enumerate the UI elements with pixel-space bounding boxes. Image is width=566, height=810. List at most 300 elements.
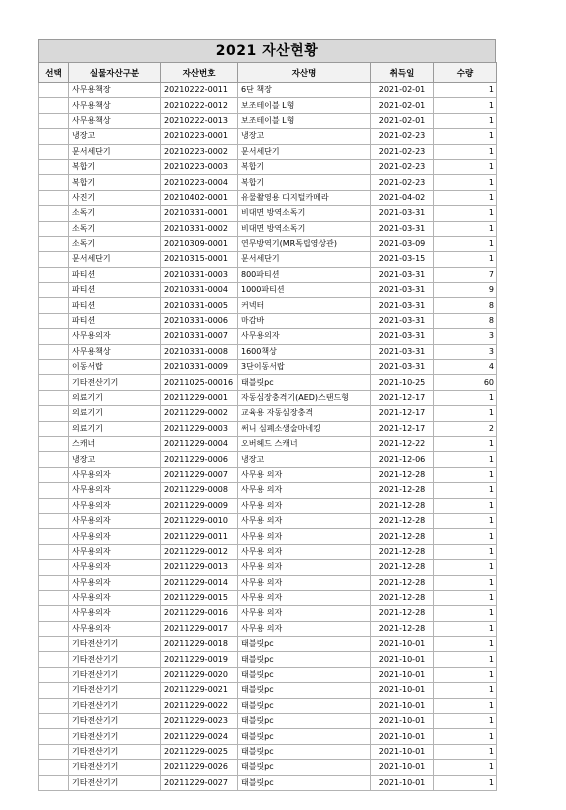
- header-category: 실물자산구분: [69, 63, 161, 83]
- select-cell[interactable]: [39, 483, 69, 498]
- asset-table: [38, 62, 497, 791]
- quantity-cell: 1: [434, 590, 497, 605]
- asset-number-cell: 20211229-0013: [161, 560, 238, 575]
- quantity-cell: 1: [434, 698, 497, 713]
- asset-name-cell: 복합기: [238, 175, 371, 190]
- category-cell: 스캐너: [69, 436, 161, 451]
- category-cell: 사무용책상: [69, 98, 161, 113]
- quantity-cell: 1: [434, 575, 497, 590]
- category-cell: 문서세단기: [69, 144, 161, 159]
- acquired-date-cell: 2021-02-01: [371, 83, 434, 98]
- asset-number-cell: 20211229-0011: [161, 529, 238, 544]
- select-cell[interactable]: [39, 421, 69, 436]
- select-cell[interactable]: [39, 760, 69, 775]
- asset-name-cell: 태블릿pc: [238, 698, 371, 713]
- table-row[interactable]: [39, 206, 497, 221]
- quantity-cell: 1: [434, 175, 497, 190]
- table-row[interactable]: [39, 483, 497, 498]
- asset-name-cell: 복합기: [238, 159, 371, 174]
- asset-number-cell: 20211229-0006: [161, 452, 238, 467]
- category-cell: 사무용의자: [69, 498, 161, 513]
- select-cell[interactable]: [39, 544, 69, 559]
- table-row[interactable]: [39, 221, 497, 236]
- asset-name-cell: 오버헤드 스캐너: [238, 436, 371, 451]
- select-cell[interactable]: [39, 113, 69, 128]
- asset-number-cell: 20210223-0003: [161, 159, 238, 174]
- asset-name-cell: 태블릿pc: [238, 729, 371, 744]
- asset-number-cell: 20211025-00016: [161, 375, 238, 390]
- asset-name-cell: 3단이동서랍: [238, 360, 371, 375]
- table-row[interactable]: [39, 360, 497, 375]
- acquired-date-cell: 2021-12-28: [371, 606, 434, 621]
- table-row[interactable]: [39, 606, 497, 621]
- select-cell[interactable]: [39, 390, 69, 405]
- acquired-date-cell: 2021-02-23: [371, 159, 434, 174]
- table-row[interactable]: [39, 190, 497, 205]
- asset-name-cell: 보조테이블 L형: [238, 113, 371, 128]
- asset-number-cell: 20211229-0001: [161, 390, 238, 405]
- acquired-date-cell: 2021-02-23: [371, 129, 434, 144]
- asset-number-cell: 20211229-0024: [161, 729, 238, 744]
- asset-number-cell: 20211229-0015: [161, 590, 238, 605]
- acquired-date-cell: 2021-12-28: [371, 575, 434, 590]
- category-cell: 사무용책상: [69, 113, 161, 128]
- quantity-cell: 1: [434, 129, 497, 144]
- header-quantity: 수량: [434, 63, 497, 83]
- category-cell: 냉장고: [69, 452, 161, 467]
- asset-name-cell: 사무용 의자: [238, 544, 371, 559]
- quantity-cell: 1: [434, 775, 497, 790]
- table-row[interactable]: [39, 144, 497, 159]
- select-cell[interactable]: [39, 652, 69, 667]
- quantity-cell: 1: [434, 529, 497, 544]
- quantity-cell: 1: [434, 390, 497, 405]
- quantity-cell: 1: [434, 252, 497, 267]
- acquired-date-cell: 2021-10-01: [371, 729, 434, 744]
- category-cell: 소독기: [69, 236, 161, 251]
- select-cell[interactable]: [39, 467, 69, 482]
- select-cell[interactable]: [39, 298, 69, 313]
- asset-number-cell: 20211229-0019: [161, 652, 238, 667]
- acquired-date-cell: 2021-03-31: [371, 360, 434, 375]
- acquired-date-cell: 2021-10-01: [371, 683, 434, 698]
- category-cell: 사무용의자: [69, 621, 161, 636]
- category-cell: 기타전산기기: [69, 375, 161, 390]
- table-row[interactable]: [39, 452, 497, 467]
- asset-number-cell: 20211229-0007: [161, 467, 238, 482]
- table-row[interactable]: [39, 760, 497, 775]
- acquired-date-cell: 2021-04-02: [371, 190, 434, 205]
- table-row[interactable]: [39, 513, 497, 528]
- category-cell: 기타전산기기: [69, 775, 161, 790]
- acquired-date-cell: 2021-03-31: [371, 267, 434, 282]
- acquired-date-cell: 2021-03-31: [371, 221, 434, 236]
- category-cell: 사무용의자: [69, 483, 161, 498]
- quantity-cell: 8: [434, 313, 497, 328]
- header-asset-number: 자산번호: [161, 63, 238, 83]
- table-row[interactable]: [39, 560, 497, 575]
- category-cell: 문서세단기: [69, 252, 161, 267]
- quantity-cell: 1: [434, 221, 497, 236]
- asset-name-cell: 보조테이블 L형: [238, 98, 371, 113]
- asset-number-cell: 20210222-0013: [161, 113, 238, 128]
- acquired-date-cell: 2021-12-06: [371, 452, 434, 467]
- table-row[interactable]: [39, 298, 497, 313]
- acquired-date-cell: 2021-03-31: [371, 329, 434, 344]
- quantity-cell: 1: [434, 498, 497, 513]
- table-row[interactable]: [39, 98, 497, 113]
- category-cell: 냉장고: [69, 129, 161, 144]
- quantity-cell: 1: [434, 544, 497, 559]
- asset-name-cell: 태블릿pc: [238, 637, 371, 652]
- asset-number-cell: 20210331-0005: [161, 298, 238, 313]
- asset-number-cell: 20211229-0016: [161, 606, 238, 621]
- table-row[interactable]: [39, 421, 497, 436]
- select-cell[interactable]: [39, 267, 69, 282]
- quantity-cell: 1: [434, 729, 497, 744]
- quantity-cell: 60: [434, 375, 497, 390]
- asset-sheet: [38, 39, 496, 791]
- table-row[interactable]: [39, 683, 497, 698]
- asset-name-cell: 유물촬영용 디지털카메라: [238, 190, 371, 205]
- quantity-cell: 1: [434, 652, 497, 667]
- select-cell[interactable]: [39, 775, 69, 790]
- select-cell[interactable]: [39, 637, 69, 652]
- table-row[interactable]: [39, 529, 497, 544]
- select-cell[interactable]: [39, 144, 69, 159]
- quantity-cell: 9: [434, 283, 497, 298]
- quantity-cell: 1: [434, 760, 497, 775]
- acquired-date-cell: 2021-12-28: [371, 513, 434, 528]
- asset-number-cell: 20211229-0014: [161, 575, 238, 590]
- category-cell: 기타전산기기: [69, 744, 161, 759]
- quantity-cell: 1: [434, 436, 497, 451]
- asset-name-cell: 사무용 의자: [238, 575, 371, 590]
- acquired-date-cell: 2021-10-01: [371, 637, 434, 652]
- quantity-cell: 1: [434, 406, 497, 421]
- category-cell: 파티션: [69, 283, 161, 298]
- select-cell[interactable]: [39, 175, 69, 190]
- acquired-date-cell: 2021-10-01: [371, 744, 434, 759]
- category-cell: 복합기: [69, 159, 161, 174]
- table-row[interactable]: [39, 313, 497, 328]
- quantity-cell: 1: [434, 190, 497, 205]
- acquired-date-cell: 2021-10-01: [371, 714, 434, 729]
- select-cell[interactable]: [39, 436, 69, 451]
- asset-number-cell: 20210222-0011: [161, 83, 238, 98]
- select-cell[interactable]: [39, 560, 69, 575]
- asset-name-cell: 연무방역기(MR독립영상관): [238, 236, 371, 251]
- asset-name-cell: 교육용 자동심장충격: [238, 406, 371, 421]
- asset-name-cell: 태블릿pc: [238, 744, 371, 759]
- asset-name-cell: 비대면 방역소독기: [238, 221, 371, 236]
- category-cell: 사무용책장: [69, 83, 161, 98]
- quantity-cell: 1: [434, 683, 497, 698]
- header-acquired-date: 취득일: [371, 63, 434, 83]
- acquired-date-cell: 2021-03-15: [371, 252, 434, 267]
- table-row[interactable]: [39, 652, 497, 667]
- asset-number-cell: 20210331-0006: [161, 313, 238, 328]
- select-cell[interactable]: [39, 83, 69, 98]
- select-cell[interactable]: [39, 729, 69, 744]
- asset-number-cell: 20210402-0001: [161, 190, 238, 205]
- select-cell[interactable]: [39, 590, 69, 605]
- asset-name-cell: 사무용 의자: [238, 513, 371, 528]
- asset-number-cell: 20211229-0020: [161, 667, 238, 682]
- quantity-cell: 1: [434, 621, 497, 636]
- table-row[interactable]: [39, 467, 497, 482]
- table-row[interactable]: [39, 283, 497, 298]
- table-row[interactable]: [39, 175, 497, 190]
- table-row[interactable]: [39, 698, 497, 713]
- select-cell[interactable]: [39, 452, 69, 467]
- table-row[interactable]: [39, 667, 497, 682]
- asset-number-cell: 20211229-0008: [161, 483, 238, 498]
- asset-name-cell: 태블릿pc: [238, 652, 371, 667]
- quantity-cell: 1: [434, 113, 497, 128]
- table-row[interactable]: [39, 344, 497, 359]
- quantity-cell: 1: [434, 637, 497, 652]
- asset-name-cell: 사무용 의자: [238, 606, 371, 621]
- table-row[interactable]: [39, 236, 497, 251]
- asset-number-cell: 20211229-0002: [161, 406, 238, 421]
- asset-number-cell: 20210331-0007: [161, 329, 238, 344]
- asset-number-cell: 20210309-0001: [161, 236, 238, 251]
- asset-number-cell: 20210331-0003: [161, 267, 238, 282]
- asset-number-cell: 20211229-0009: [161, 498, 238, 513]
- select-cell[interactable]: [39, 667, 69, 682]
- table-row[interactable]: [39, 775, 497, 790]
- table-row[interactable]: [39, 744, 497, 759]
- asset-name-cell: 마감바: [238, 313, 371, 328]
- acquired-date-cell: 2021-12-17: [371, 406, 434, 421]
- acquired-date-cell: 2021-02-01: [371, 113, 434, 128]
- acquired-date-cell: 2021-10-01: [371, 652, 434, 667]
- asset-name-cell: 6단 책장: [238, 83, 371, 98]
- category-cell: 사무용의자: [69, 513, 161, 528]
- asset-number-cell: 20210223-0004: [161, 175, 238, 190]
- category-cell: 사무용의자: [69, 575, 161, 590]
- asset-name-cell: 문서세단기: [238, 252, 371, 267]
- asset-name-cell: 사무용 의자: [238, 498, 371, 513]
- select-cell[interactable]: [39, 683, 69, 698]
- asset-name-cell: 사무용 의자: [238, 483, 371, 498]
- asset-name-cell: 사무용 의자: [238, 621, 371, 636]
- select-cell[interactable]: [39, 221, 69, 236]
- acquired-date-cell: 2021-10-01: [371, 775, 434, 790]
- header-asset-name: 자산명: [238, 63, 371, 83]
- asset-name-cell: 1000파티션: [238, 283, 371, 298]
- acquired-date-cell: 2021-03-31: [371, 298, 434, 313]
- quantity-cell: 1: [434, 513, 497, 528]
- category-cell: 기타전산기기: [69, 698, 161, 713]
- category-cell: 의료기기: [69, 421, 161, 436]
- table-row[interactable]: [39, 637, 497, 652]
- select-cell[interactable]: [39, 344, 69, 359]
- asset-number-cell: 20211229-0012: [161, 544, 238, 559]
- table-row[interactable]: [39, 544, 497, 559]
- category-cell: 사무용의자: [69, 529, 161, 544]
- category-cell: 사진기: [69, 190, 161, 205]
- acquired-date-cell: 2021-10-01: [371, 698, 434, 713]
- asset-name-cell: 태블릿pc: [238, 760, 371, 775]
- table-row[interactable]: [39, 129, 497, 144]
- category-cell: 사무용의자: [69, 560, 161, 575]
- table-row[interactable]: [39, 729, 497, 744]
- acquired-date-cell: 2021-12-28: [371, 498, 434, 513]
- category-cell: 사무용의자: [69, 329, 161, 344]
- asset-number-cell: 20211229-0021: [161, 683, 238, 698]
- asset-name-cell: 태블릿pc: [238, 667, 371, 682]
- header-select: 선택: [39, 63, 69, 83]
- select-cell[interactable]: [39, 236, 69, 251]
- asset-number-cell: 20210223-0001: [161, 129, 238, 144]
- select-cell[interactable]: [39, 283, 69, 298]
- select-cell[interactable]: [39, 621, 69, 636]
- acquired-date-cell: 2021-12-28: [371, 544, 434, 559]
- asset-number-cell: 20210331-0009: [161, 360, 238, 375]
- quantity-cell: 1: [434, 467, 497, 482]
- table-row[interactable]: [39, 159, 497, 174]
- quantity-cell: 1: [434, 83, 497, 98]
- select-cell[interactable]: [39, 360, 69, 375]
- asset-number-cell: 20210331-0001: [161, 206, 238, 221]
- category-cell: 사무용의자: [69, 467, 161, 482]
- table-row[interactable]: [39, 329, 497, 344]
- acquired-date-cell: 2021-02-23: [371, 144, 434, 159]
- asset-number-cell: 20211229-0025: [161, 744, 238, 759]
- table-row[interactable]: [39, 375, 497, 390]
- quantity-cell: 1: [434, 98, 497, 113]
- category-cell: 의료기기: [69, 390, 161, 405]
- asset-name-cell: 냉장고: [238, 452, 371, 467]
- table-row[interactable]: [39, 498, 497, 513]
- category-cell: 파티션: [69, 267, 161, 282]
- asset-number-cell: 20211229-0010: [161, 513, 238, 528]
- category-cell: 사무용의자: [69, 606, 161, 621]
- acquired-date-cell: 2021-12-17: [371, 421, 434, 436]
- asset-number-cell: 20211229-0018: [161, 637, 238, 652]
- select-cell[interactable]: [39, 313, 69, 328]
- table-row[interactable]: [39, 406, 497, 421]
- table-row[interactable]: [39, 590, 497, 605]
- asset-number-cell: 20210315-0001: [161, 252, 238, 267]
- select-cell[interactable]: [39, 159, 69, 174]
- asset-number-cell: 20211229-0027: [161, 775, 238, 790]
- header-row: [39, 63, 497, 83]
- table-row[interactable]: [39, 267, 497, 282]
- select-cell[interactable]: [39, 190, 69, 205]
- table-row[interactable]: [39, 714, 497, 729]
- asset-name-cell: 커넥터: [238, 298, 371, 313]
- acquired-date-cell: 2021-03-31: [371, 206, 434, 221]
- select-cell[interactable]: [39, 698, 69, 713]
- quantity-cell: 1: [434, 159, 497, 174]
- select-cell[interactable]: [39, 375, 69, 390]
- acquired-date-cell: 2021-12-22: [371, 436, 434, 451]
- acquired-date-cell: 2021-02-01: [371, 98, 434, 113]
- acquired-date-cell: 2021-10-01: [371, 760, 434, 775]
- quantity-cell: 2: [434, 421, 497, 436]
- select-cell[interactable]: [39, 406, 69, 421]
- asset-name-cell: 800파티션: [238, 267, 371, 282]
- acquired-date-cell: 2021-12-28: [371, 467, 434, 482]
- table-row[interactable]: [39, 83, 497, 98]
- category-cell: 사무용책상: [69, 344, 161, 359]
- acquired-date-cell: 2021-12-17: [371, 390, 434, 405]
- category-cell: 복합기: [69, 175, 161, 190]
- asset-name-cell: 1600책상: [238, 344, 371, 359]
- asset-name-cell: 사무용 의자: [238, 467, 371, 482]
- acquired-date-cell: 2021-10-01: [371, 667, 434, 682]
- acquired-date-cell: 2021-03-31: [371, 313, 434, 328]
- select-cell[interactable]: [39, 252, 69, 267]
- sheet-title: 2021 자산현황: [38, 39, 496, 62]
- table-row[interactable]: [39, 113, 497, 128]
- category-cell: 기타전산기기: [69, 714, 161, 729]
- category-cell: 기타전산기기: [69, 683, 161, 698]
- asset-number-cell: 20211229-0026: [161, 760, 238, 775]
- quantity-cell: 8: [434, 298, 497, 313]
- asset-number-cell: 20210222-0012: [161, 98, 238, 113]
- select-cell[interactable]: [39, 575, 69, 590]
- table-row[interactable]: [39, 252, 497, 267]
- asset-name-cell: 사무용 의자: [238, 529, 371, 544]
- asset-number-cell: 20211229-0022: [161, 698, 238, 713]
- asset-name-cell: 태블릿pc: [238, 775, 371, 790]
- select-cell[interactable]: [39, 206, 69, 221]
- asset-number-cell: 20210223-0002: [161, 144, 238, 159]
- select-cell[interactable]: [39, 129, 69, 144]
- asset-number-cell: 20211229-0023: [161, 714, 238, 729]
- select-cell[interactable]: [39, 513, 69, 528]
- asset-name-cell: 써니 심폐소생술마네킹: [238, 421, 371, 436]
- select-cell[interactable]: [39, 714, 69, 729]
- table-row[interactable]: [39, 436, 497, 451]
- select-cell[interactable]: [39, 329, 69, 344]
- quantity-cell: 1: [434, 667, 497, 682]
- asset-name-cell: 태블릿pc: [238, 714, 371, 729]
- acquired-date-cell: 2021-12-28: [371, 483, 434, 498]
- category-cell: 기타전산기기: [69, 667, 161, 682]
- acquired-date-cell: 2021-10-25: [371, 375, 434, 390]
- category-cell: 사무용의자: [69, 544, 161, 559]
- quantity-cell: 4: [434, 360, 497, 375]
- acquired-date-cell: 2021-12-28: [371, 560, 434, 575]
- category-cell: 이동서랍: [69, 360, 161, 375]
- table-row[interactable]: [39, 575, 497, 590]
- quantity-cell: 1: [434, 606, 497, 621]
- quantity-cell: 7: [434, 267, 497, 282]
- asset-name-cell: 사무용 의자: [238, 560, 371, 575]
- acquired-date-cell: 2021-03-31: [371, 283, 434, 298]
- category-cell: 사무용의자: [69, 590, 161, 605]
- category-cell: 소독기: [69, 206, 161, 221]
- quantity-cell: 1: [434, 744, 497, 759]
- select-cell[interactable]: [39, 98, 69, 113]
- asset-name-cell: 태블릿pc: [238, 683, 371, 698]
- table-row[interactable]: [39, 390, 497, 405]
- select-cell[interactable]: [39, 498, 69, 513]
- table-row[interactable]: [39, 621, 497, 636]
- select-cell[interactable]: [39, 529, 69, 544]
- acquired-date-cell: 2021-03-09: [371, 236, 434, 251]
- select-cell[interactable]: [39, 744, 69, 759]
- select-cell[interactable]: [39, 606, 69, 621]
- category-cell: 기타전산기기: [69, 637, 161, 652]
- category-cell: 기타전산기기: [69, 729, 161, 744]
- category-cell: 기타전산기기: [69, 760, 161, 775]
